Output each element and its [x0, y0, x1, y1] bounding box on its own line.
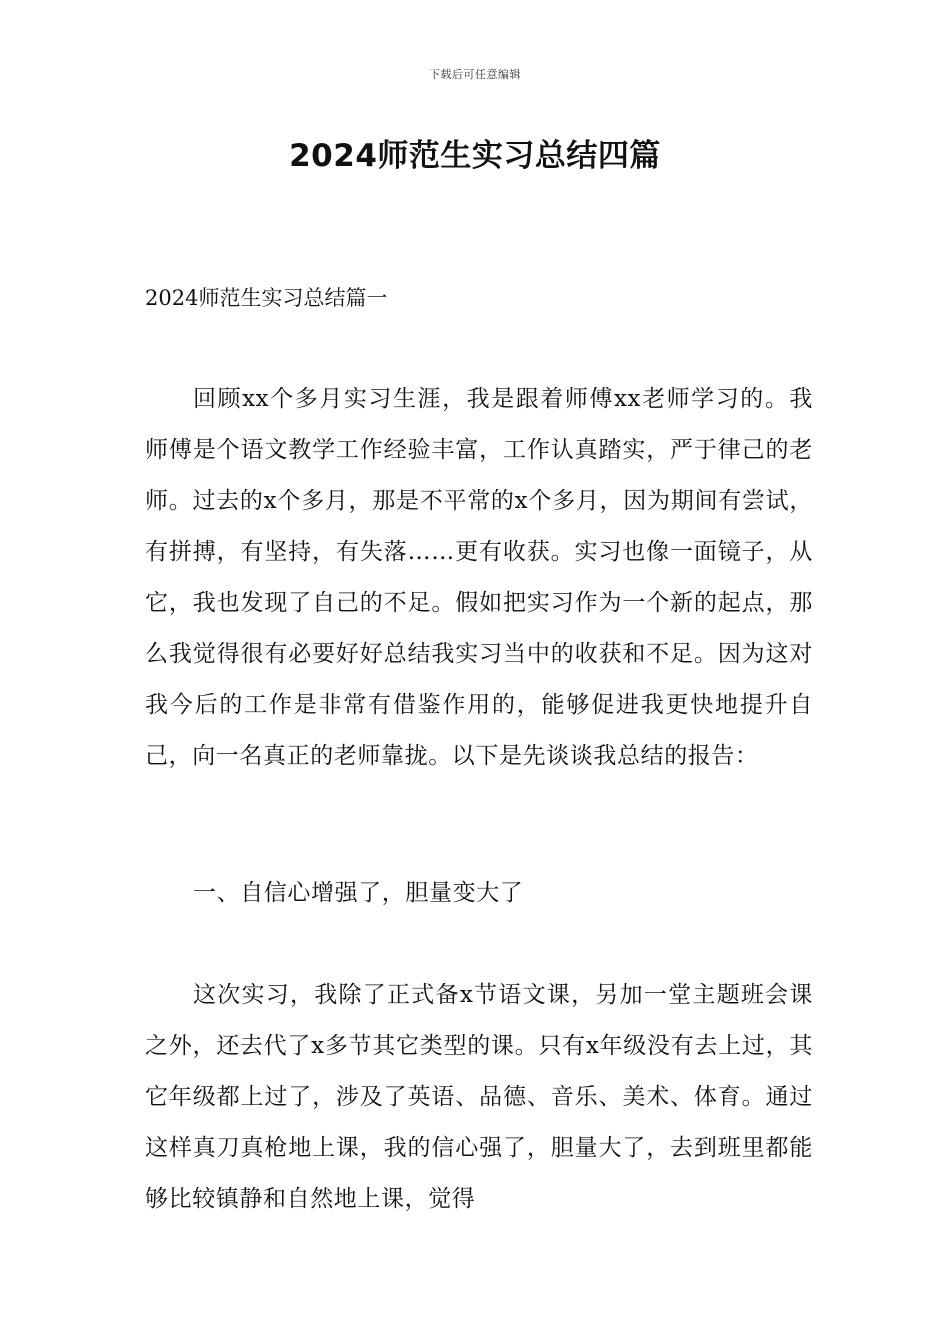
- header-note: 下载后可任意编辑: [429, 68, 521, 81]
- subheading-confidence: 一、自信心增强了，胆量变大了: [193, 880, 524, 906]
- paragraph-intro: 回顾xx个多月实习生涯，我是跟着师傅xx老师学习的。我师傅是个语文教学工作经验丰富，工作认真踏实，严于律己的老师。过去的x个多月，那是不平常的x个多月，因为期间有尝试，有拼搏，有坚持，有失落……更有收获。实习也像一面镜子，从它，我也发现了自己的不足。假如把实习作为一个新的起点，那么我觉得很有必要好好总结我实习当中的收获和不足。因为这对我今后的工作是非常有借鉴作用的，能够促进我更快地提升自己，向一名真正的老师靠拢。以下是先谈谈我总结的报告：: [145, 386, 813, 769]
- section-title: 2024师范生实习总结篇一: [145, 286, 388, 310]
- document-title: 2024师范生实习总结四篇: [289, 138, 661, 174]
- paragraph-confidence: 这次实习，我除了正式备x节语文课，另加一堂主题班会课之外，还去代了x多节其它类型的课。只有x年级没有去上过，其它年级都上过了，涉及了英语、品德、音乐、美术、体育。通过这样真刀真枪地上课，我的信心强了，胆量大了，去到班里都能够比较镇静和自然地上课，觉得: [145, 982, 813, 1212]
